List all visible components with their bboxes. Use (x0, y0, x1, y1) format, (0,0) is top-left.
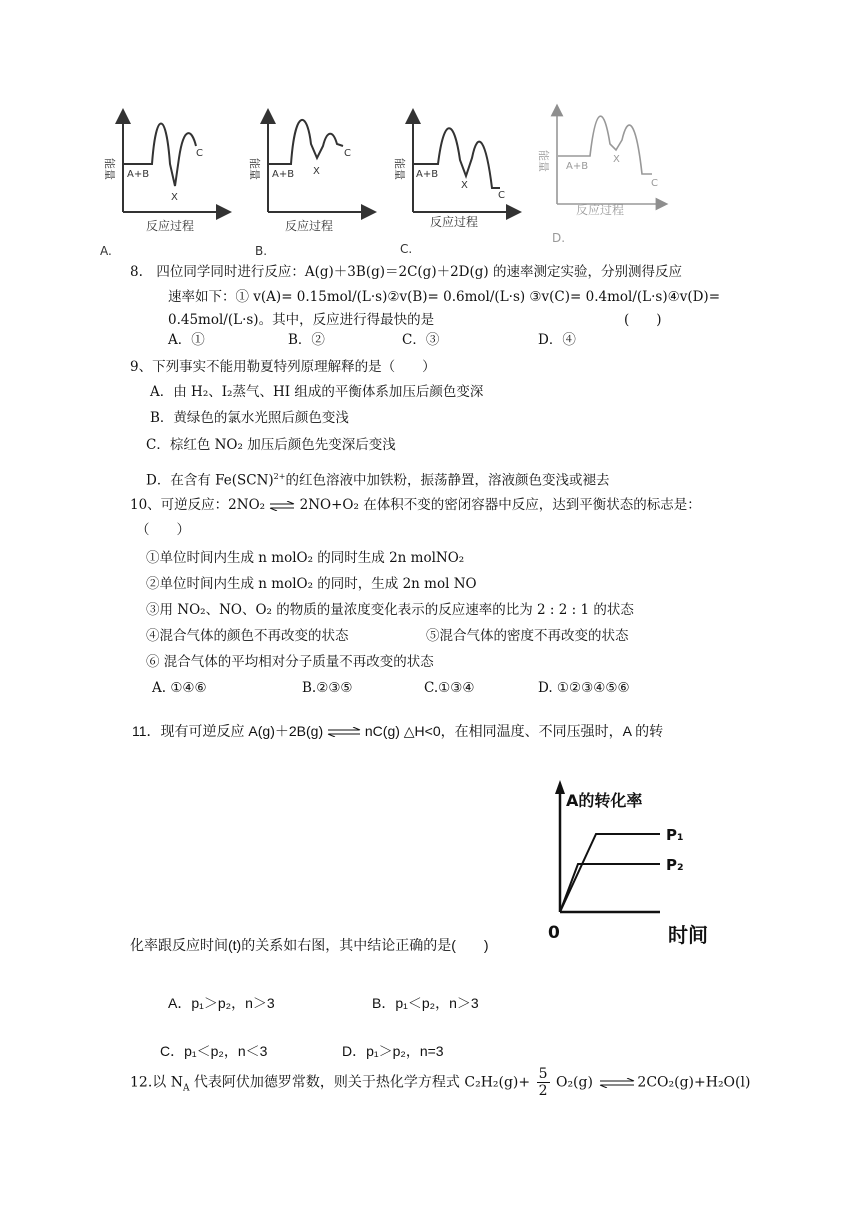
q8-line3: 0.45mol/(L·s)。其中，反应进行得最快的是 (168, 312, 435, 328)
q8-option-a: A．① (168, 332, 205, 348)
reactant-label: A+B (416, 169, 439, 180)
graph-origin: 0 (548, 923, 560, 943)
q10-item-5: ⑤混合气体的密度不再改变的状态 (426, 628, 629, 644)
q8-line1: 8. 四位同学同时进行反应：A(g)＋3B(g)＝2C(g)＋2D(g) 的速率测定实验，分别测得反应 (130, 264, 682, 280)
fraction-denominator: 2 (538, 1083, 548, 1099)
equilibrium-arrow-icon (599, 1078, 635, 1088)
conversion-graph (540, 776, 720, 948)
axis-x-label: 反应过程 (285, 219, 334, 233)
fraction (537, 1066, 550, 1099)
product-label: C (196, 148, 203, 159)
panel-label-c: C. (400, 242, 413, 256)
intermediate-label: X (313, 166, 320, 177)
q11-line2: 化率跟反应时间(t)的关系如右图，其中结论正确的是( ) (130, 937, 489, 953)
q8-option-b: B．② (288, 332, 325, 348)
diagram-panel-c (393, 116, 514, 256)
axis-y-label: 能量 (393, 158, 406, 180)
q10-item-2: ②单位时间内生成 n molO₂ 的同时，生成 2n mol NO (146, 576, 477, 592)
axis-x-label: 反应过程 (146, 219, 195, 233)
graph-ylabel: A的转化率 (566, 791, 643, 810)
reactant-label: A+B (566, 161, 589, 172)
q10-stem (130, 496, 701, 514)
q11-post: nC(g) △H<0，在相同温度、不同压强时，A 的转 (364, 723, 664, 739)
q10-option-a: A. ①④⑥ (152, 680, 207, 696)
q10-item-4: ④混合气体的颜色不再改变的状态 (146, 628, 349, 644)
reactant-label: A+B (272, 169, 295, 180)
q9-option-c: C．棕红色 NO₂ 加压后颜色先变深后变浅 (146, 437, 396, 453)
q10-pre: 10、可逆反应：2NO₂ (130, 497, 266, 513)
fraction-numerator: 5 (538, 1066, 548, 1082)
q8-line2: 速率如下：① v(A)= 0.15mol/(L·s)②v(B)= 0.6mol/(L·s) ③v(C)= 0.4mol/(L·s)④v(D)= (168, 289, 721, 305)
axis-y-label: 能量 (248, 158, 261, 180)
graph-label-p1: P₁ (666, 826, 684, 844)
q10-item-3: ③用 NO₂、NO、O₂ 的物质的量浓度变化表示的反应速率的比为 2 : 2 : 1 的状态 (146, 602, 634, 618)
diagram-panel-b (248, 116, 369, 258)
q12-mid: 代表阿伏加德罗常数，则关于热化学方程式 C₂H₂(g)+ (189, 1074, 531, 1091)
graph-label-p2: P₂ (666, 856, 684, 874)
q11-pre: 11．现有可逆反应 A(g)＋2B(g) (132, 723, 324, 739)
axis-x-label: 反应过程 (576, 203, 625, 217)
q9-option-b: B．黄绿色的氯水光照后颜色变浅 (150, 410, 349, 426)
curve-p2 (560, 864, 660, 912)
q12-sub: A (182, 1083, 190, 1094)
panel-label-d: D. (552, 231, 566, 245)
q10-item-6: ⑥ 混合气体的平均相对分子质量不再改变的状态 (146, 654, 434, 670)
diagram-panel-a (100, 116, 224, 258)
q10-option-c: C.①③④ (424, 680, 475, 696)
q12-stem (130, 1066, 750, 1099)
product-label: C (651, 178, 658, 189)
q10-answer-paren: （ ） (136, 522, 190, 538)
panel-label-b: B. (255, 244, 268, 258)
q10-option-b: B.②③⑤ (302, 680, 353, 696)
energy-diagrams (96, 100, 686, 260)
q9-d-post: 的红色溶液中加铁粉，振荡静置，溶液颜色变浅或褪去 (285, 472, 610, 489)
axis-x-label: 反应过程 (430, 215, 479, 229)
q11-option-c: C．p₁＜p₂，n＜3 (160, 1043, 268, 1059)
product-label: C (344, 148, 351, 159)
q9-stem: 9、下列事实不能用勒夏特列原理解释的是（ ） (130, 359, 436, 375)
q11-option-b: B．p₁＜p₂，n＞3 (372, 995, 479, 1011)
q9-option-a: A．由 H₂、I₂蒸气、HI 组成的平衡体系加压后颜色变深 (150, 384, 484, 400)
q8-option-c: C．③ (402, 332, 440, 348)
q12-after: O₂(g) (551, 1074, 593, 1091)
q10-item-1: ①单位时间内生成 n molO₂ 的同时生成 2n molNO₂ (146, 550, 465, 566)
q10-option-d: D. ①②③④⑤⑥ (538, 680, 630, 696)
diagram-panel-d (537, 110, 662, 245)
q11-option-a: A．p₁＞p₂，n＞3 (168, 995, 275, 1011)
q11-stem (132, 721, 663, 741)
q9-d-pre: D．在含有 Fe(SCN) (146, 472, 274, 489)
graph-xlabel: 时间 (668, 923, 708, 947)
equilibrium-arrow-icon (327, 727, 361, 737)
intermediate-label: X (171, 192, 178, 203)
q8-answer-paren: ( ) (624, 312, 662, 328)
q9-d-sup: 2+ (273, 472, 286, 481)
q10-post: 2NO+O₂ 在体积不变的密闭容器中反应，达到平衡状态的标志是： (299, 497, 701, 513)
intermediate-label: X (613, 154, 620, 165)
q8-option-d: D．④ (538, 332, 576, 348)
reactant-label: A+B (127, 169, 150, 180)
intermediate-label: X (461, 180, 468, 191)
q12-pre: 12.以 N (130, 1074, 183, 1091)
axis-y-label: 能量 (103, 158, 116, 180)
q12-end: 2CO₂(g)+H₂O(l) (637, 1074, 751, 1091)
axis-y-label: 能量 (537, 150, 550, 172)
panel-label-a: A. (100, 244, 112, 258)
equilibrium-arrow-icon (269, 501, 295, 511)
q11-option-d: D．p₁＞p₂，n=3 (342, 1043, 444, 1059)
q9-option-d (146, 468, 609, 490)
product-label: C (498, 190, 505, 201)
